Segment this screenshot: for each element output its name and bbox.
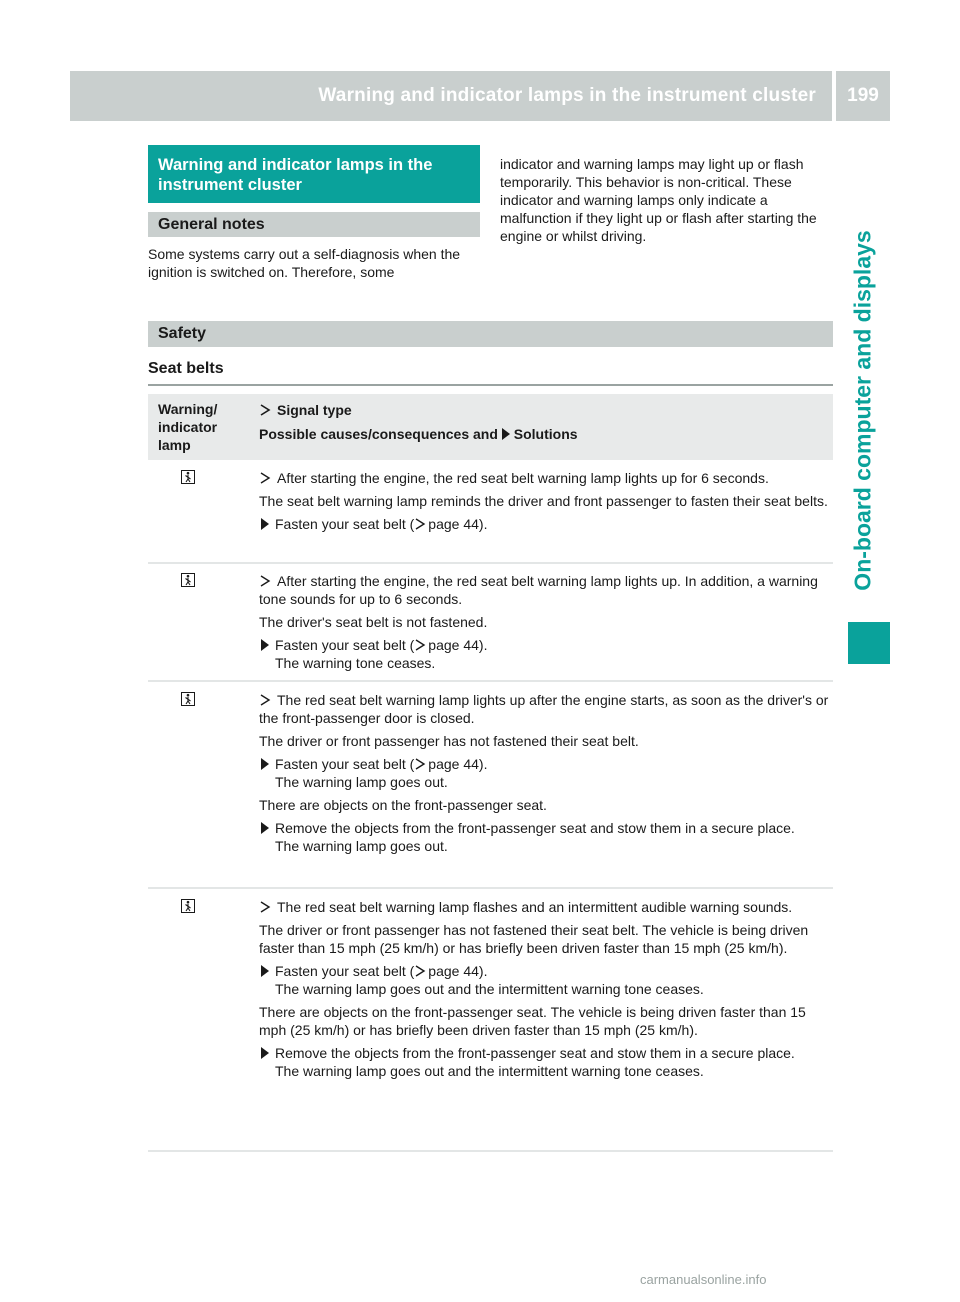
action-arrow-icon [261,822,269,834]
page-ref-icon [414,965,426,977]
row-cause-text: The seat belt warning lamp reminds the driver and front passenger to fasten their seat belts. [259,493,828,509]
row-action-text: Fasten your seat belt ( [275,637,415,653]
row-divider [148,680,833,682]
chapter-tab-marker [848,622,890,664]
action-arrow-icon [261,1047,269,1059]
action-arrow-icon [261,639,269,651]
safety-section-title: Safety [148,321,833,347]
row-action-text: Remove the objects from the front-passenger seat and stow them in a secure place. [275,820,795,836]
table-row [259,469,831,538]
chapter-side-label [837,210,889,610]
table-header-solutions-label: Solutions [513,426,578,442]
action-arrow-icon [261,758,269,770]
action-arrow-icon [261,518,269,530]
chapter-side-label-text: On-board computer and displays [849,229,876,591]
row-action [259,962,831,998]
row-action-text: Remove the objects from the front-passenger seat and stow them in a secure place. [275,1045,795,1061]
row-cause-text: The driver's seat belt is not fastened. [259,614,488,630]
table-row [259,572,831,677]
signal-type-icon [259,901,271,913]
signal-type-icon [259,575,271,587]
section-title: Warning and indicator lamps in the instrument cluster [148,145,480,203]
row-result-text: The warning lamp goes out. [275,838,448,854]
signal-type-icon [259,404,271,416]
table-top-rule [148,384,833,386]
row-action [259,819,831,855]
row-result-text: The warning lamp goes out. [275,774,448,790]
row-action [259,515,831,533]
row-divider [148,562,833,564]
row-result-text: The warning lamp goes out and the intermittent warning tone ceases. [275,1063,704,1079]
page-number: 199 [847,85,879,106]
page-ref-icon [414,518,426,530]
signal-type-icon [259,472,271,484]
row-signal-text: The red seat belt warning lamp flashes and an intermittent audible warning sounds. [277,899,793,915]
row-signal-text: After starting the engine, the red seat belt warning lamp lights up for 6 seconds. [277,470,769,486]
table-row [259,898,831,1085]
row-divider [148,887,833,889]
row-action [259,636,831,672]
table-header-lamp: Warning/ indicator lamp [158,401,218,453]
seat-belt-icon [181,692,195,706]
row-cause-text: The driver or front passenger has not fastened their seat belt. [259,733,639,749]
table-header-signal-label: Signal type [277,402,352,418]
page-ref-icon [414,639,426,651]
action-arrow-icon [261,965,269,977]
page-reference-link[interactable]: page 44). [428,756,488,772]
row-signal-text: After starting the engine, the red seat belt warning lamp lights up. In addition, a warning tone sounds for up to 6 seconds. [259,573,818,607]
signal-type-icon [259,694,271,706]
row-action [259,755,831,791]
row-action-text: Fasten your seat belt ( [275,963,415,979]
table-header-causes-label: Possible causes/consequences and [259,426,498,442]
row-divider [148,1150,833,1152]
subsection-title: General notes [148,212,480,237]
row-cause-text: There are objects on the front-passenger seat. The vehicle is being driven faster than 15 mph (25 km/h) or has briefly been driven faster than 15 mph (25 km/h). [259,1004,806,1038]
row-result-text: The warning tone ceases. [275,655,436,671]
row-result-text: The warning lamp goes out and the intermittent warning tone ceases. [275,981,704,997]
row-cause-text: The driver or front passenger has not fastened their seat belt. The vehicle is being driven faster than 15 mph (25 km/h) or has briefly been driven faster than 15 mph (25 km/h). [259,922,809,956]
page-reference-link[interactable]: page 44). [428,963,488,979]
page-header-title: Warning and indicator lamps in the instrument cluster [318,85,816,106]
intro-paragraph-right: indicator and warning lamps may light up or flash temporarily. This behavior is non-critical. These indicator and warning lamps only indicate a malfunction if they light up or flash after starting the engine or whilst driving. [500,156,817,244]
table-row [259,691,831,860]
table-header-signal [259,401,829,443]
watermark: carmanualsonline.info [640,1272,767,1287]
intro-paragraph-left: Some systems carry out a self-diagnosis when the ignition is switched on. Therefore, some [148,246,461,280]
seat-belt-icon [181,573,195,587]
page-reference-link[interactable]: page 44). [428,516,488,532]
page-reference-link[interactable]: page 44). [428,637,488,653]
seat-belts-heading: Seat belts [148,360,224,377]
solution-arrow-icon [502,428,510,440]
row-action-text: Fasten your seat belt ( [275,756,415,772]
seat-belt-icon [181,899,195,913]
page-ref-icon [414,758,426,770]
row-cause-text: There are objects on the front-passenger seat. [259,797,547,813]
seat-belt-icon [181,470,195,484]
row-action [259,1044,831,1080]
row-action-text: Fasten your seat belt ( [275,516,415,532]
row-signal-text: The red seat belt warning lamp lights up after the engine starts, as soon as the driver's or the front-passenger door is closed. [259,692,829,726]
